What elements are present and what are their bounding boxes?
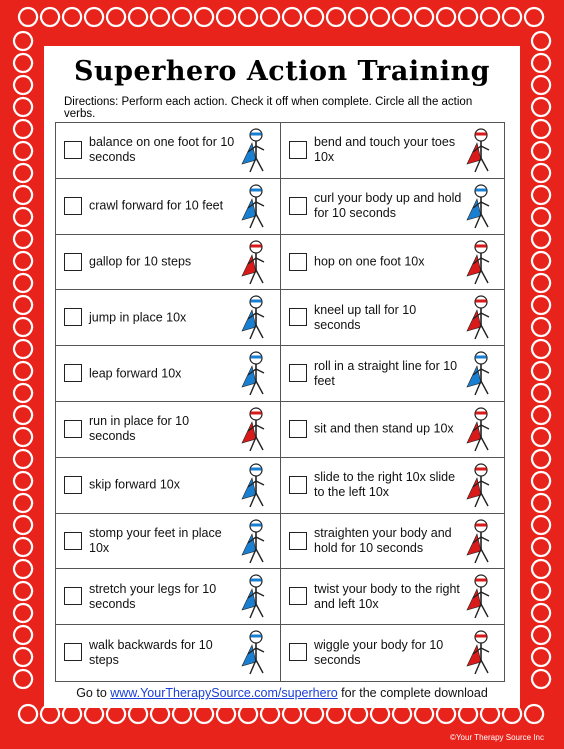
checkbox[interactable] — [64, 253, 82, 271]
checkbox[interactable] — [289, 308, 307, 326]
action-label: jump in place 10x — [89, 310, 187, 325]
checklist-item — [56, 458, 280, 514]
checklist-item — [281, 290, 505, 346]
blue-hero-roll-icon — [457, 349, 501, 399]
action-label: sit and then stand up 10x — [314, 421, 454, 436]
blue-hero-skip-icon — [232, 461, 276, 511]
checkbox[interactable] — [289, 141, 307, 159]
blue-hero-crawl-icon — [232, 182, 276, 232]
blue-hero-curl-icon — [457, 182, 501, 232]
red-hero-bend-icon — [457, 126, 501, 176]
checkbox[interactable] — [64, 532, 82, 550]
action-label: curl your body up and hold for 10 seconds — [314, 191, 462, 221]
action-label: gallop for 10 steps — [89, 254, 192, 269]
action-label: twist your body to the right and left 10x — [314, 581, 460, 611]
checklist-item — [56, 569, 280, 625]
checkbox[interactable] — [289, 253, 307, 271]
checkbox[interactable] — [64, 197, 82, 215]
checklist-item — [281, 402, 505, 458]
checkbox[interactable] — [289, 643, 307, 661]
action-label: stomp your feet in place 10x — [89, 525, 222, 555]
red-hero-twist-icon — [457, 572, 501, 622]
checkbox[interactable] — [289, 476, 307, 494]
checklist-item — [56, 625, 280, 681]
checklist-item — [56, 290, 280, 346]
checkbox[interactable] — [64, 364, 82, 382]
action-label: crawl forward for 10 feet — [89, 198, 224, 213]
checklist-item — [56, 402, 280, 458]
checklist-item — [56, 514, 280, 570]
checkbox[interactable] — [64, 587, 82, 605]
page-title: Superhero Action Training — [73, 56, 490, 87]
activity-checklist — [55, 122, 505, 682]
action-label: roll in a straight line for 10 feet — [314, 358, 458, 388]
action-label: straighten your body and hold for 10 seconds — [314, 525, 452, 555]
checkbox[interactable] — [64, 308, 82, 326]
checklist-item — [281, 569, 505, 625]
checkbox[interactable] — [289, 197, 307, 215]
action-label: wiggle your body for 10 seconds — [314, 638, 444, 668]
red-hero-sit-icon — [457, 405, 501, 455]
red-hero-gallop-icon — [232, 238, 276, 288]
blue-hero-balance-icon — [232, 126, 276, 176]
checkbox[interactable] — [64, 476, 82, 494]
action-label: stretch your legs for 10 seconds — [89, 581, 217, 611]
checklist-item — [281, 514, 505, 570]
directions-text: Directions: Perform each action. Check it off when complete. Circle all the action verbs. — [64, 96, 473, 120]
checklist-item — [281, 346, 505, 402]
action-label: skip forward 10x — [89, 477, 181, 492]
checkbox[interactable] — [289, 587, 307, 605]
footer-suffix: for the complete download — [337, 686, 488, 700]
checklist-item — [56, 235, 280, 291]
checkbox[interactable] — [289, 364, 307, 382]
action-label: run in place for 10 seconds — [89, 414, 190, 444]
checklist-item — [281, 458, 505, 514]
red-hero-kneel-icon — [457, 293, 501, 343]
footer-prefix: Go to — [76, 686, 111, 700]
checklist-item — [281, 625, 505, 681]
red-hero-hop-icon — [457, 238, 501, 288]
action-label: balance on one foot for 10 seconds — [89, 135, 235, 165]
checklist-item — [281, 235, 505, 291]
red-hero-wiggle-icon — [457, 628, 501, 678]
action-label: leap forward 10x — [89, 366, 182, 381]
red-hero-straight-icon — [457, 517, 501, 567]
checklist-item — [56, 179, 280, 235]
checkbox[interactable] — [289, 532, 307, 550]
checklist-item — [281, 179, 505, 235]
checklist-item — [56, 346, 280, 402]
action-label: kneel up tall for 10 seconds — [314, 302, 417, 332]
blue-hero-leap-icon — [232, 349, 276, 399]
download-link[interactable]: www.YourTherapySource.com/superhero — [110, 686, 338, 700]
checklist-item — [281, 123, 505, 179]
checkbox[interactable] — [64, 643, 82, 661]
action-label: walk backwards for 10 steps — [89, 638, 213, 668]
checkbox[interactable] — [64, 141, 82, 159]
blue-hero-stomp-icon — [232, 517, 276, 567]
red-hero-run-icon — [232, 405, 276, 455]
checklist-right-column — [281, 123, 505, 681]
checklist-item — [56, 123, 280, 179]
action-label: bend and touch your toes 10x — [314, 135, 456, 165]
checkbox[interactable] — [64, 420, 82, 438]
footer-line — [44, 686, 520, 700]
action-label: slide to the right 10x slide to the left 10x — [314, 470, 456, 500]
action-label: hop on one foot 10x — [314, 254, 425, 269]
red-hero-slide-icon — [457, 461, 501, 511]
blue-hero-jump-icon — [232, 293, 276, 343]
blue-hero-stretch-icon — [232, 572, 276, 622]
checkbox[interactable] — [289, 420, 307, 438]
copyright-text: ©Your Therapy Source Inc — [450, 733, 544, 742]
blue-hero-walk-icon — [232, 628, 276, 678]
checklist-left-column — [56, 123, 281, 681]
